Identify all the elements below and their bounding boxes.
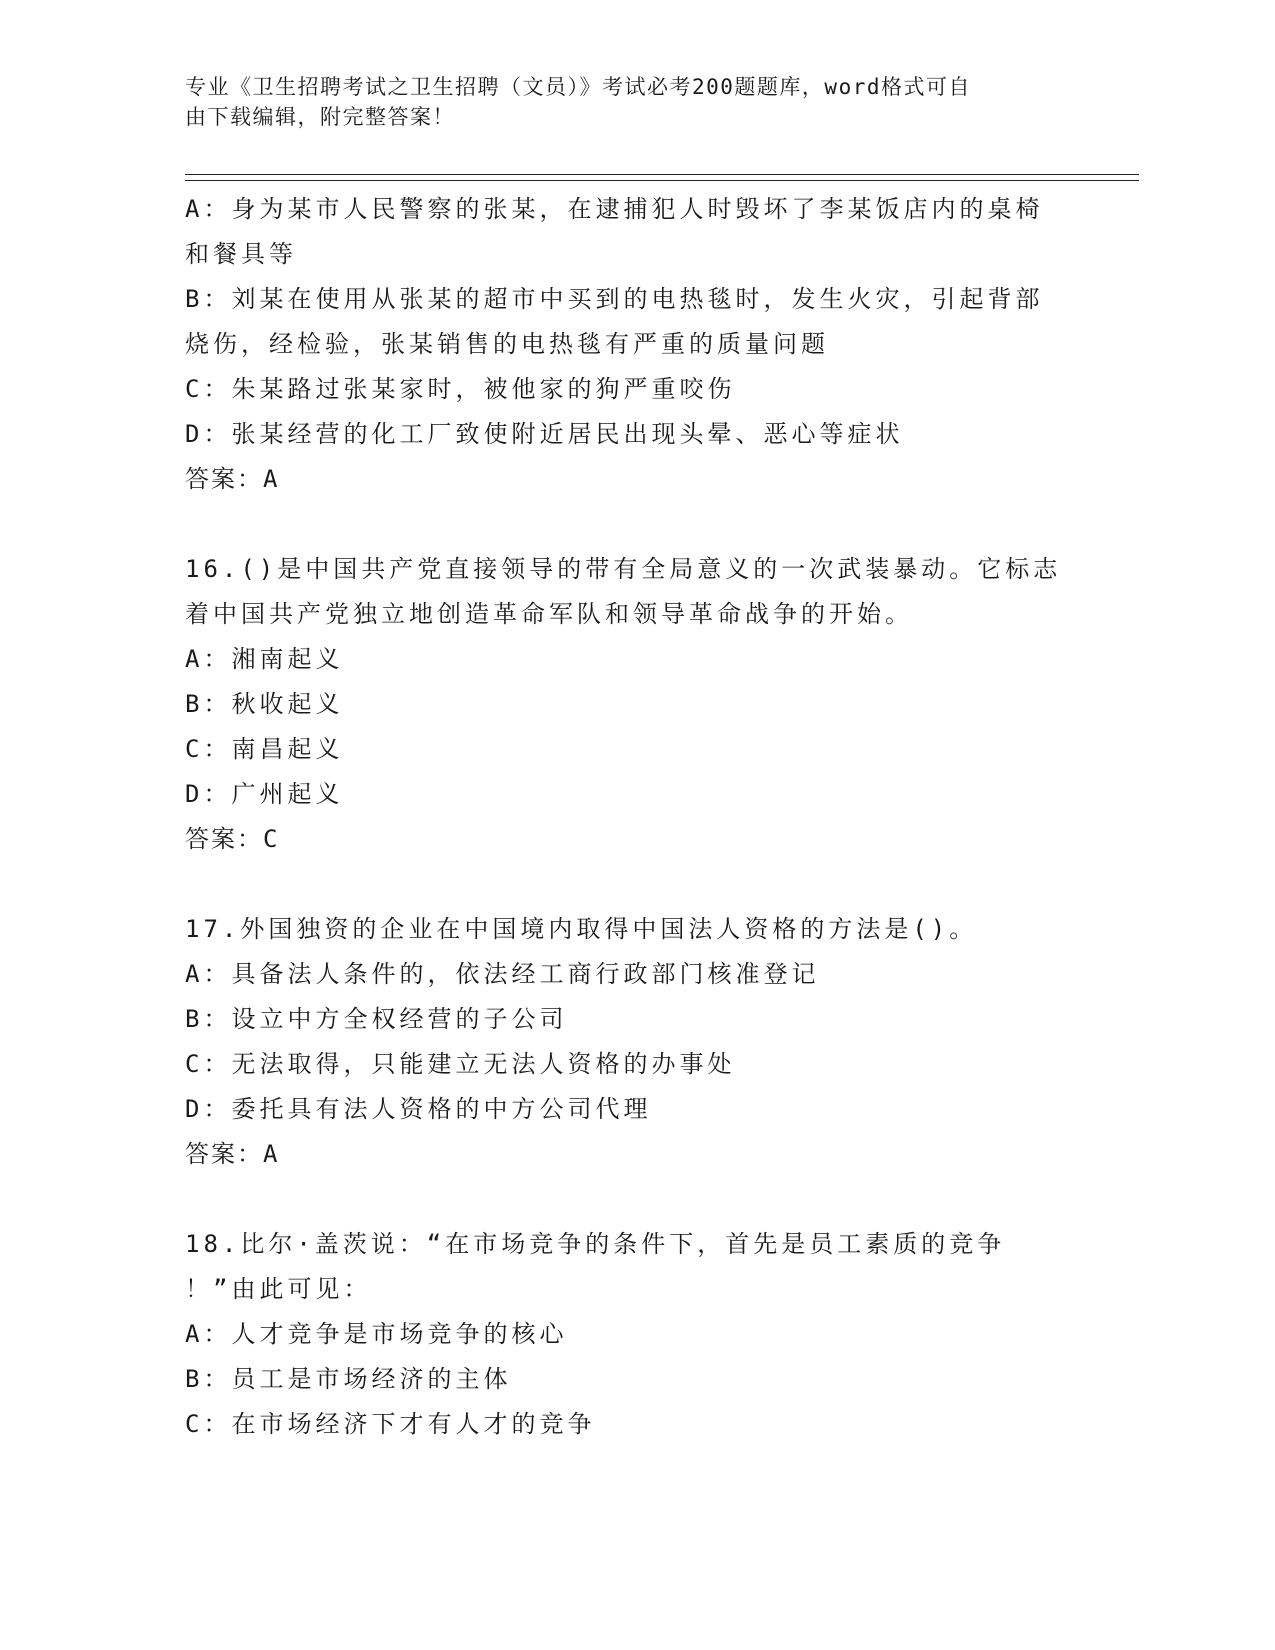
question-15-block — [185, 187, 1085, 502]
header-divider-top — [185, 174, 1139, 175]
q16-stem-line-1: 16.()是中国共产党直接领导的带有全局意义的一次武装暴动。它标志 — [185, 555, 1062, 583]
q15-option-d: D：张某经营的化工厂致使附近居民出现头晕、恶心等症状 — [185, 420, 904, 448]
q18-stem-line-2: ！”由此可见： — [185, 1275, 372, 1303]
q17-option-c: C：无法取得，只能建立无法人资格的办事处 — [185, 1050, 736, 1078]
document-header — [185, 72, 1065, 132]
q15-option-c: C：朱某路过张某家时，被他家的狗严重咬伤 — [185, 375, 736, 403]
q15-answer: 答案：A — [185, 465, 280, 493]
header-line-1: 专业《卫生招聘考试之卫生招聘（文员）》考试必考200题题库，word格式可自 — [185, 75, 971, 99]
question-content — [185, 187, 1085, 1447]
q16-option-b: B：秋收起义 — [185, 690, 344, 718]
question-16-block — [185, 547, 1085, 862]
q17-stem: 17.外国独资的企业在中国境内取得中国法人资格的方法是()。 — [185, 915, 978, 943]
question-18-block — [185, 1222, 1085, 1447]
q15-option-a-line-2: 和餐具等 — [185, 240, 297, 268]
q16-option-a: A：湘南起义 — [185, 645, 344, 673]
q18-option-a: A：人才竞争是市场竞争的核心 — [185, 1320, 568, 1348]
header-divider-bottom — [185, 180, 1139, 181]
q17-answer: 答案：A — [185, 1140, 280, 1168]
q18-stem-line-1: 18.比尔·盖茨说：“在市场竞争的条件下，首先是员工素质的竞争 — [185, 1230, 1006, 1258]
q16-stem-line-2: 着中国共产党独立地创造革命军队和领导革命战争的开始。 — [185, 600, 913, 628]
q17-option-a: A：具备法人条件的，依法经工商行政部门核准登记 — [185, 960, 820, 988]
header-line-2: 由下载编辑，附完整答案！ — [185, 105, 455, 129]
q17-option-b: B：设立中方全权经营的子公司 — [185, 1005, 568, 1033]
q16-option-d: D：广州起义 — [185, 780, 344, 808]
q15-option-b-line-2: 烧伤，经检验，张某销售的电热毯有严重的质量问题 — [185, 330, 829, 358]
q15-option-a-line-1: A：身为某市人民警察的张某，在逮捕犯人时毁坏了李某饭店内的桌椅 — [185, 195, 1044, 223]
q16-answer: 答案：C — [185, 825, 280, 853]
q17-option-d: D：委托具有法人资格的中方公司代理 — [185, 1095, 652, 1123]
q18-option-b: B：员工是市场经济的主体 — [185, 1365, 512, 1393]
question-17-block — [185, 907, 1085, 1177]
q18-option-c: C：在市场经济下才有人才的竞争 — [185, 1410, 596, 1438]
q15-option-b-line-1: B：刘某在使用从张某的超市中买到的电热毯时，发生火灾，引起背部 — [185, 285, 1044, 313]
q16-option-c: C：南昌起义 — [185, 735, 344, 763]
